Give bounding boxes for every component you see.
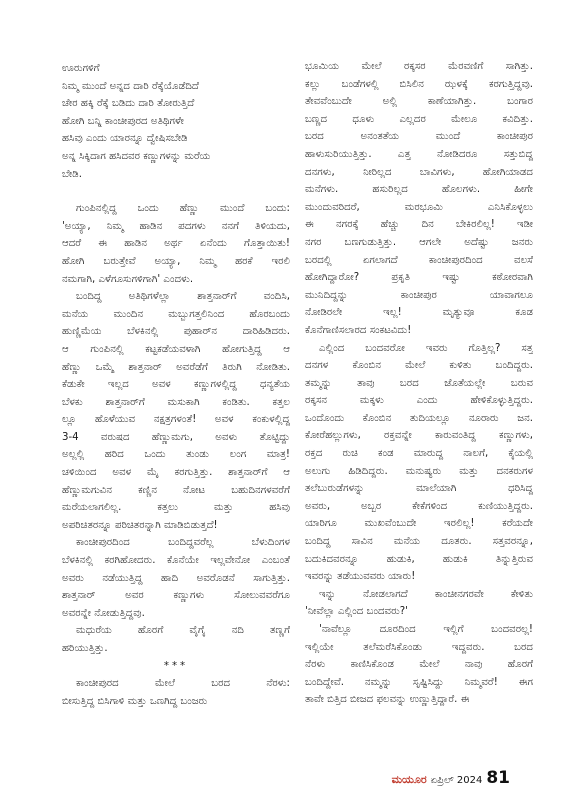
text-line: ಹಾಳುಸುರಿಯುತ್ತಿತ್ತು. ಎತ್ತ ನೋಡಿದರೂ ಸತ್ತುಬಿದ್ದ: [305, 148, 533, 160]
text-line: ಎಲ್ಲಿಂದ ಬಂದವರೋ ಇವರು ಗೊತ್ತಿಲ್ಲ? ಸತ್ತ: [319, 342, 533, 354]
text-line: ಮರೆಯಲಾಗಲಿಲ್ಲ. ಕತ್ತಲು ಮತ್ತು ಹಸಿವು: [62, 502, 290, 514]
text-line: ಬರದಲ್ಲಿ ಏಗಲಾಗದೆ ಕಾಂಚೀಪುರದಿಂದ ವಲಸೆ: [305, 254, 533, 266]
text-line: ನಿಮ್ಮ ಮುಂದೆ ಅನ್ನದ ದಾರಿ ರೆಕ್ಕೆಯೊಡೆದಿದೆ: [62, 80, 199, 92]
text-line: ತಲೆಬುರುಡೆಗಳನ್ನು ಮಾಲೆಯಾಗಿ ಧರಿಸಿದ್ದ: [305, 483, 533, 495]
text-line: ಬೇಡಿ.: [62, 168, 82, 180]
text-line: ಅವರು ನಡೆಯುತ್ತಿದ್ದ ಹಾದಿ ಅವರೊಡನೆ ಸಾಗುತ್ತಿತ್ತು.: [62, 572, 290, 584]
text-line: ಯಾರಿಗೂ ಮುಖವೆಂಬುದೇ ಇರಲಿಲ್ಲ! ಕರೆಯದೇ: [305, 518, 533, 530]
text-line: 'ನಾವೆಲ್ಲೂ ದೂರದಿಂದ ಇಲ್ಲಿಗೆ ಬಂದವರಲ್ಲ!: [319, 624, 533, 635]
paragraph: [62, 675, 290, 710]
text-line: ಮುಂದುವರಿದರೆ, ಮರಭೂಮಿ ಎನಿಸಿಕೊಳ್ಳಲು: [305, 201, 533, 213]
text-line: 'ಅಯ್ಯಾ, ನಿಮ್ಮ ಹಾಡಿನ ಪದಗಳು ನನಗೆ ತಿಳಿಯದು,: [62, 220, 290, 232]
text-line: ಬೆಳಕಿನಲ್ಲಿ ಕರಗಿಹೋದರು. ಕೊನೆಯೇ ಇಲ್ಲವೇನೋ ಎಂಬಂತೆ: [62, 555, 290, 567]
text-line: ಹಸಿವು ಎಂದು ಯಾರನ್ನೂ ದ್ವೇಷಿಸಬೇಡಿ: [62, 133, 188, 145]
text-line: ಹುಣ್ಣಿಮೆಯ ಬೆಳಕಿನಲ್ಲಿ ಪುಹಾರ್‌ನ ದಾರಿಹಿಡಿದರು.: [62, 326, 290, 338]
text-line: ಶಾತ್ತನಾರ್ ಅವರ ಕಣ್ಣುಗಳು ಸೋಲುವವರೆಗೂ: [62, 590, 290, 602]
text-line: ನೋಡಿರಲೇ ಇಲ್ಲ! ಮೃತ್ಯುವೂ ಕೂಡ: [305, 307, 533, 319]
text-line: ಹೋಗಿ ಬರುತ್ತೇವೆ ಅಯ್ಯಾ, ನಿಮ್ಮ ಹರಕೆ ಇರಲಿ: [62, 255, 290, 267]
text-line: ಬಣ್ಣದ ಧೂಳು ಎಲ್ಲದರ ಮೇಲೂ ಕವಿದಿತ್ತು.: [305, 113, 533, 125]
paragraph: [62, 288, 290, 534]
text-line: ಕೋರೆಹಲ್ಲುಗಳು, ರಕ್ತವನ್ನೇ ಕಾರುವಂತಿದ್ದ ಕಣ್ಣುಗಳು,: [305, 430, 533, 442]
text-line: ಬರದ ಅನಂತತೆಯ ಮುಂದೆ ಕಾಂಚೀಪುರ: [305, 131, 533, 143]
text-line: ಮಧುರೆಯ ಹೊರಗೆ ವೈಗೈ ನದಿ ತಣ್ಣಗೆ: [76, 625, 290, 637]
text-line: ಆದರೆ ಈ ಹಾಡಿನ ಅರ್ಥ ಏನೆಂದು ಗೊತ್ತಾಯಿತು!: [62, 238, 290, 250]
text-line: ಚಳಿಯಿಂದ ಅವಳ ಮೈ ಕರಗುತ್ತಿತ್ತು. ಶಾತ್ತನಾರ್‌ಗೆ ಆ: [62, 467, 290, 479]
text-line: ಕೆಡುಕೇ ಇಲ್ಲದ ಅವಳ ಕಣ್ಣುಗಳಲ್ಲಿದ್ದ ಧನ್ಯತೆಯ: [62, 379, 290, 391]
text-line: ಭೂಮಿಯ ಮೇಲೆ ರಕ್ಕಸರ ಮೆರವಣಿಗೆ ಸಾಗಿತ್ತು.: [305, 61, 533, 72]
paragraph: [305, 621, 533, 709]
text-line: ಕೊನೆಗಾಣಿಸಲಾರದ ಸಂಕಟವಿದು!: [305, 324, 412, 336]
text-line: ಅನ್ನ ಸಿಕ್ಕಿದಾಗ ಹಸಿದವರ ಕಣ್ಣುಗಳನ್ನು ಮರೆಯ: [62, 150, 211, 162]
text-line: ಲ್ಲೂ ಹೊಳೆಯುವ ನಕ್ಷತ್ರಗಳಂತೆ! ಅವಳ ಕಂಕುಳಲ್ಲಿದ್ದ: [62, 414, 290, 426]
paragraph: [305, 340, 533, 586]
text-line: ತಾವೇ ಬಿತ್ತಿದ ಬೀಜದ ಫಲವನ್ನು ಉಣ್ಣುತ್ತಿದ್ದಾರೆ. ಈ: [305, 694, 470, 706]
text-line: ರಕ್ತದ ರುಚಿ ಕಂಡ ಮಾರುದ್ದ ನಾಲಗೆ, ಕೈಯಲ್ಲಿ: [305, 448, 533, 460]
text-line: ಅಲುಗು ಹಿಡಿದಿದ್ದರು. ಮನುಷ್ಯರು ಮತ್ತು ದನಕರುಗಳ: [305, 465, 533, 477]
text-line: ಬಂದಿದ್ದ ಅತಿಥಿಗಳೆಲ್ಲಾ ಶಾತ್ತನಾರ್‌ಗೆ ವಂದಿಸಿ,: [76, 291, 290, 303]
text-line: ಬಂದಿದ್ದೇವೆ. ನಮ್ಮನ್ನು ಸೃಷ್ಟಿಸಿದ್ದು ನಿಮ್ಮವರೆ! ಈಗ: [305, 676, 533, 688]
text-line: ಹೋಗಿ ಬನ್ನಿ ಕಾಂಚೀಪುರದ ಅತಿಥಿಗಳೇ: [62, 115, 184, 127]
magazine-name: ಮಯೂರ: [391, 773, 427, 786]
text-line: ಅವರನ್ನೇ ನೋಡುತ್ತಿದ್ದವು.: [62, 607, 145, 619]
text-line: 3-4 ವರುಷದ ಹೆಣ್ಣುಮಗು, ಅವಳು ತೊಟ್ಟಿದ್ದು: [62, 431, 290, 443]
page-number: 81: [486, 768, 510, 788]
text-line: ಬಂದಿದ್ದ ಸಾವಿನ ಮನೆಯ ದೂತರು. ಸತ್ತವರನ್ನೂ,: [305, 536, 533, 548]
text-line: ಇವರನ್ನು ತಡೆಯುವವರು ಯಾರು!: [305, 571, 416, 583]
text-line: ಕಲ್ಲು ಬಂಡೆಗಳಲ್ಲಿ ಬಿಸಿಲಿನ ಝಳಕ್ಕೆ ಕರಗುತ್ತಿದ್ದವು.: [305, 78, 533, 90]
text-line: ರಕ್ಕಸನ ಮಕ್ಕಳು ಎಂದು ಹೇಳಿಕೊಳ್ಳುತ್ತಿದ್ದರು.: [305, 395, 533, 407]
paragraph: [62, 622, 290, 657]
text-line: ನಗರ ಬಣಗುಡುತ್ತಿತ್ತು. ಆಗಲೇ ಅದೆಷ್ಟು ಜನರು: [305, 236, 533, 248]
text-line: ದನಗಳು, ನೀರಿಲ್ಲದ ಬಾವಿಗಳು, ಹೋಗಿಯಾಡದ: [305, 166, 533, 178]
text-line: ಮನೆಯ ಮುಂದಿನ ಮಬ್ಬುಗತ್ತಲಿನಿಂದ ಹೊರಬಂದು: [62, 308, 290, 320]
section-separator: ***: [163, 660, 189, 672]
text-line: ಕಾಂಚೀಪುರದಿಂದ ಬಂದಿದ್ದವರೆಲ್ಲ ಬೆಳುದಿಂಗಳ: [76, 537, 290, 549]
text-line: ಊರುಗಳಿಗೆ: [62, 63, 100, 74]
text-line: ಹೋಗಿದ್ದಾರೋ? ಪ್ರಕೃತಿ ಇಷ್ಟು ಕಠೋರವಾಗಿ: [305, 272, 533, 284]
text-line: ಮನೆಗಳು. ಹಸುರಿಲ್ಲದ ಹೊಲಗಳು. ಹೀಗೇ: [305, 184, 533, 196]
paragraph: [305, 586, 533, 621]
text-line: ನೆರಳು ಕಾಣಿಸಿಕೊಂಡ ಮೇಲೆ ನಾವು ಹೊರಗೆ: [305, 659, 533, 671]
text-line: 'ನೀವೆಲ್ಲಾ ಎಲ್ಲಿಂದ ಬಂದವರು?': [305, 606, 408, 618]
text-line: ತೇವವೆಂಬುದೇ ಅಲ್ಲಿ ಕಾಣೆಯಾಗಿತ್ತು. ಬಂಗಾರ: [305, 96, 533, 108]
text-line: ಅವರು, ಅಬ್ಬರ ಕೇಕೆಗಳಿಂದ ಕುಣಿಯುತ್ತಿದ್ದರು.: [305, 500, 533, 512]
text-line: ಹೆಣ್ಣು ಒಮ್ಮೆ ಶಾತ್ತನಾರ್ ಅವರೆಡೆಗೆ ತಿರುಗಿ ನೋಡಿತು.: [62, 361, 290, 373]
poem-stanza: [62, 60, 290, 183]
issue-date: ಏಪ್ರಿಲ್ 2024: [430, 775, 483, 786]
text-line: ಮುನಿದಿದ್ದನ್ನು ಕಾಂಚೀಪುರ ಯಾವಾಗಲೂ: [305, 289, 533, 301]
text-line: ನಮಗಾಗಿ, ಎಳೆಗೂಸುಗಳಿಗಾಗಿ' ಎಂದಳು.: [62, 273, 194, 285]
text-line: ತಮ್ಮನ್ನು ತಾವು ಬರದ ಜೊತೆಯಲ್ಲೇ ಬರುವ: [305, 377, 533, 389]
text-line: ದನಗಳ ಕೊಂಬಿನ ಮೇಲೆ ಕುಳಿತು ಬಂದಿದ್ದರು.: [305, 360, 533, 372]
text-line: ಗುಂಪಿನಲ್ಲಿದ್ದ ಒಂದು ಹೆಣ್ಣು ಮುಂದೆ ಬಂದು:: [76, 203, 290, 215]
text-line: ಬೆಳಕು ಶಾತ್ತನಾರ್‌ಗೆ ಮಸುಕಾಗಿ ಕಂಡಿತು. ಕತ್ತಲ: [62, 396, 290, 408]
text-line: ಒಂದೊಂದು ಕೊಂಬಿನ ತುದಿಯಲ್ಲೂ ನೂರಾರು ಜನ.: [305, 412, 533, 424]
text-line: ಆ ಗುಂಪಿನಲ್ಲಿ ಕಟ್ಟಕಡೆಯವಳಾಗಿ ಹೋಗುತ್ತಿದ್ದ ಆ: [62, 343, 290, 355]
text-line: ಹರಿಯುತ್ತಿತ್ತು.: [62, 643, 108, 654]
paragraph: [62, 534, 290, 622]
text-line: ಬದುಕಿದವರನ್ನೂ ಹುಡುಕಿ, ಹುಡುಕಿ ತಿನ್ನುತ್ತಿರುವ: [305, 553, 533, 565]
text-line: ಬೀಸುತ್ತಿದ್ದ ಬಿಸಿಗಾಳಿ ಮತ್ತು ಒಣಗಿದ್ದ ಬಂಜರು: [62, 695, 208, 707]
text-line: ಈ ನಗರಕ್ಕೆ ಹೆಚ್ಚು ದಿನ ಬೇಕಿರಲಿಲ್ಲ! ಇಡೀ: [305, 219, 533, 231]
text-line: ಹೆಣ್ಣುಮಗುವಿನ ಕಣ್ಣಿನ ನೋಟ ಬಹುದಿನಗಳವರೆಗೆ: [62, 484, 290, 496]
page-footer: [392, 768, 510, 788]
paragraph: [62, 200, 290, 288]
left-column: [62, 60, 290, 710]
text-line: ಅಲ್ಲಲ್ಲಿ ಹರಿದ ಒಂದು ತುಂಡು ಲಂಗ ಮಾತ್ರ!: [62, 449, 290, 461]
paragraph: [305, 58, 533, 340]
text-line: ಕಾಂಚೀಪುರದ ಮೇಲೆ ಬರದ ನೆರಳು:: [76, 678, 290, 690]
right-column: [305, 58, 533, 709]
text-line: ಚೇರ ಹಕ್ಕಿ ರೆಕ್ಕೆ ಬಡಿದು ದಾರಿ ತೋರುತ್ತಿದೆ: [62, 98, 195, 110]
text-line: ಅಪರಿಚಿತರನ್ನೂ ಪರಿಚಿತರನ್ನಾಗಿ ಮಾಡಿಬಿಡುತ್ತದೆ!: [62, 519, 218, 531]
text-line: ಇಲ್ಲಿಯೇ ತಲೆಮರೆಸಿಕೊಂಡು ಇದ್ದವರು. ಬರದ: [305, 641, 533, 653]
text-line: ಇನ್ನು ನೋಡಲಾಗದೆ ಕಾಂಚೀನಗರವೇ ಕೇಳಿತು: [319, 588, 533, 600]
